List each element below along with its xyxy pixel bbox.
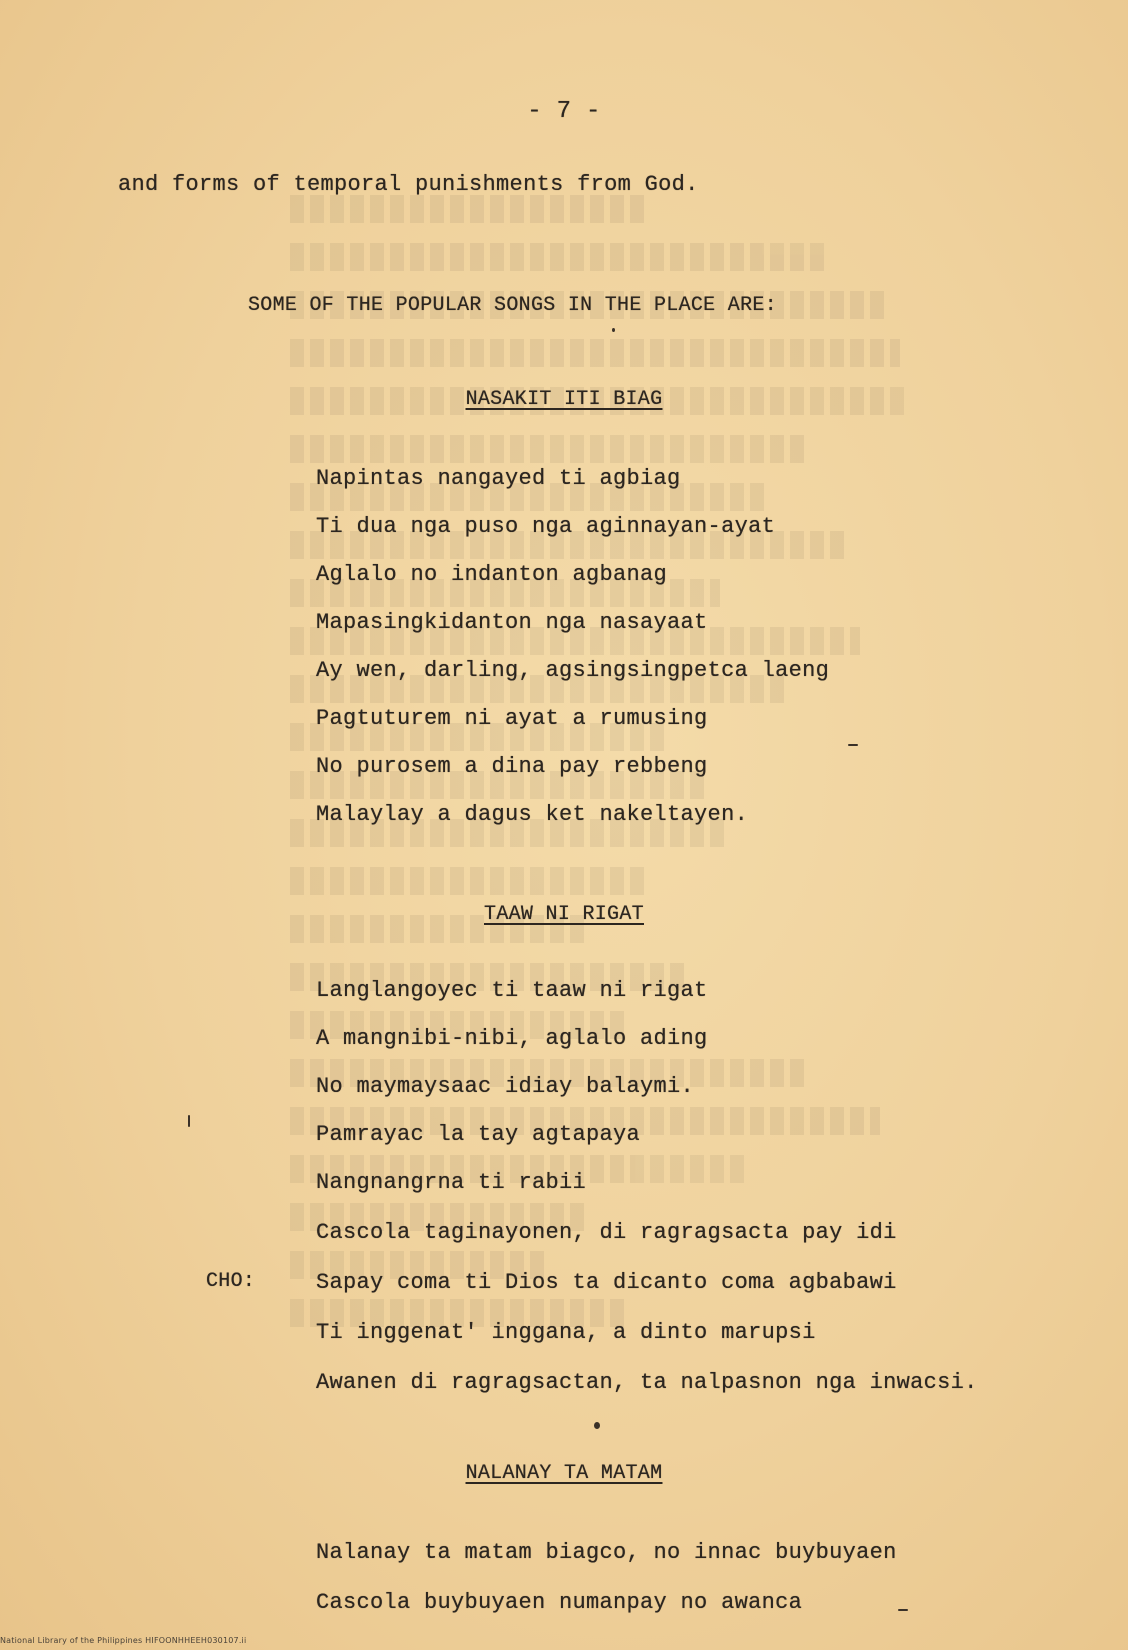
song-title-text: TAAW NI RIGAT	[484, 903, 644, 926]
page-number: - 7 -	[527, 98, 601, 125]
ink-speck	[848, 744, 858, 746]
chorus-label: CHO:	[206, 1270, 256, 1293]
ink-speck	[188, 1115, 190, 1127]
intro-line: and forms of temporal punishments from God.	[118, 172, 699, 197]
song-2-line: Langlangoyec ti taaw ni rigat	[316, 978, 708, 1003]
song-2-line: Nangnangrna ti rabii	[316, 1170, 587, 1195]
song-3-line: Cascola buybuyaen numanpay no awanca	[316, 1590, 803, 1615]
song-1-line: Napintas nangayed ti agbiag	[316, 466, 681, 491]
chorus-line: Ti inggenat' inggana, a dinto marupsi	[316, 1320, 816, 1345]
song-title-2	[0, 903, 1128, 926]
ink-speck	[612, 328, 615, 332]
section-heading: SOME OF THE POPULAR SONGS IN THE PLACE ARE:	[248, 294, 777, 317]
song-1-line: Malaylay a dagus ket nakeltayen.	[316, 802, 749, 827]
song-title-text: NALANAY TA MATAM	[465, 1462, 663, 1485]
song-1-line: Ay wen, darling, agsingsingpetca laeng	[316, 658, 830, 683]
song-1-line: Aglalo no indanton agbanag	[316, 562, 668, 587]
song-1-line: No purosem a dina pay rebbeng	[316, 754, 708, 779]
ink-speck	[594, 1422, 600, 1429]
song-2-line: A mangnibi-nibi, aglalo ading	[316, 1026, 708, 1051]
song-title-3	[0, 1462, 1128, 1485]
song-title-text: NASAKIT ITI BIAG	[465, 388, 663, 411]
ink-speck	[898, 1609, 908, 1611]
song-2-line: No maymaysaac idiay balaymi.	[316, 1074, 695, 1099]
song-3-line: Nalanay ta matam biagco, no innac buybuyaen	[316, 1540, 897, 1565]
footer-text: National Library of the Philippines HIFOONHHEEH030107.ii	[0, 1636, 247, 1645]
song-1-line: Pagtuturem ni ayat a rumusing	[316, 706, 708, 731]
song-1-line: Mapasingkidanton nga nasayaat	[316, 610, 708, 635]
song-title-1	[0, 388, 1128, 411]
song-1-line: Ti dua nga puso nga aginnayan-ayat	[316, 514, 776, 539]
song-2-line: Pamrayac la tay agtapaya	[316, 1122, 641, 1147]
song-2-line: Cascola taginayonen, di ragragsacta pay idi	[316, 1220, 897, 1245]
chorus-line: Sapay coma ti Dios ta dicanto coma agbabawi	[316, 1270, 897, 1295]
chorus-line: Awanen di ragragsactan, ta nalpasnon nga inwacsi.	[316, 1370, 978, 1395]
